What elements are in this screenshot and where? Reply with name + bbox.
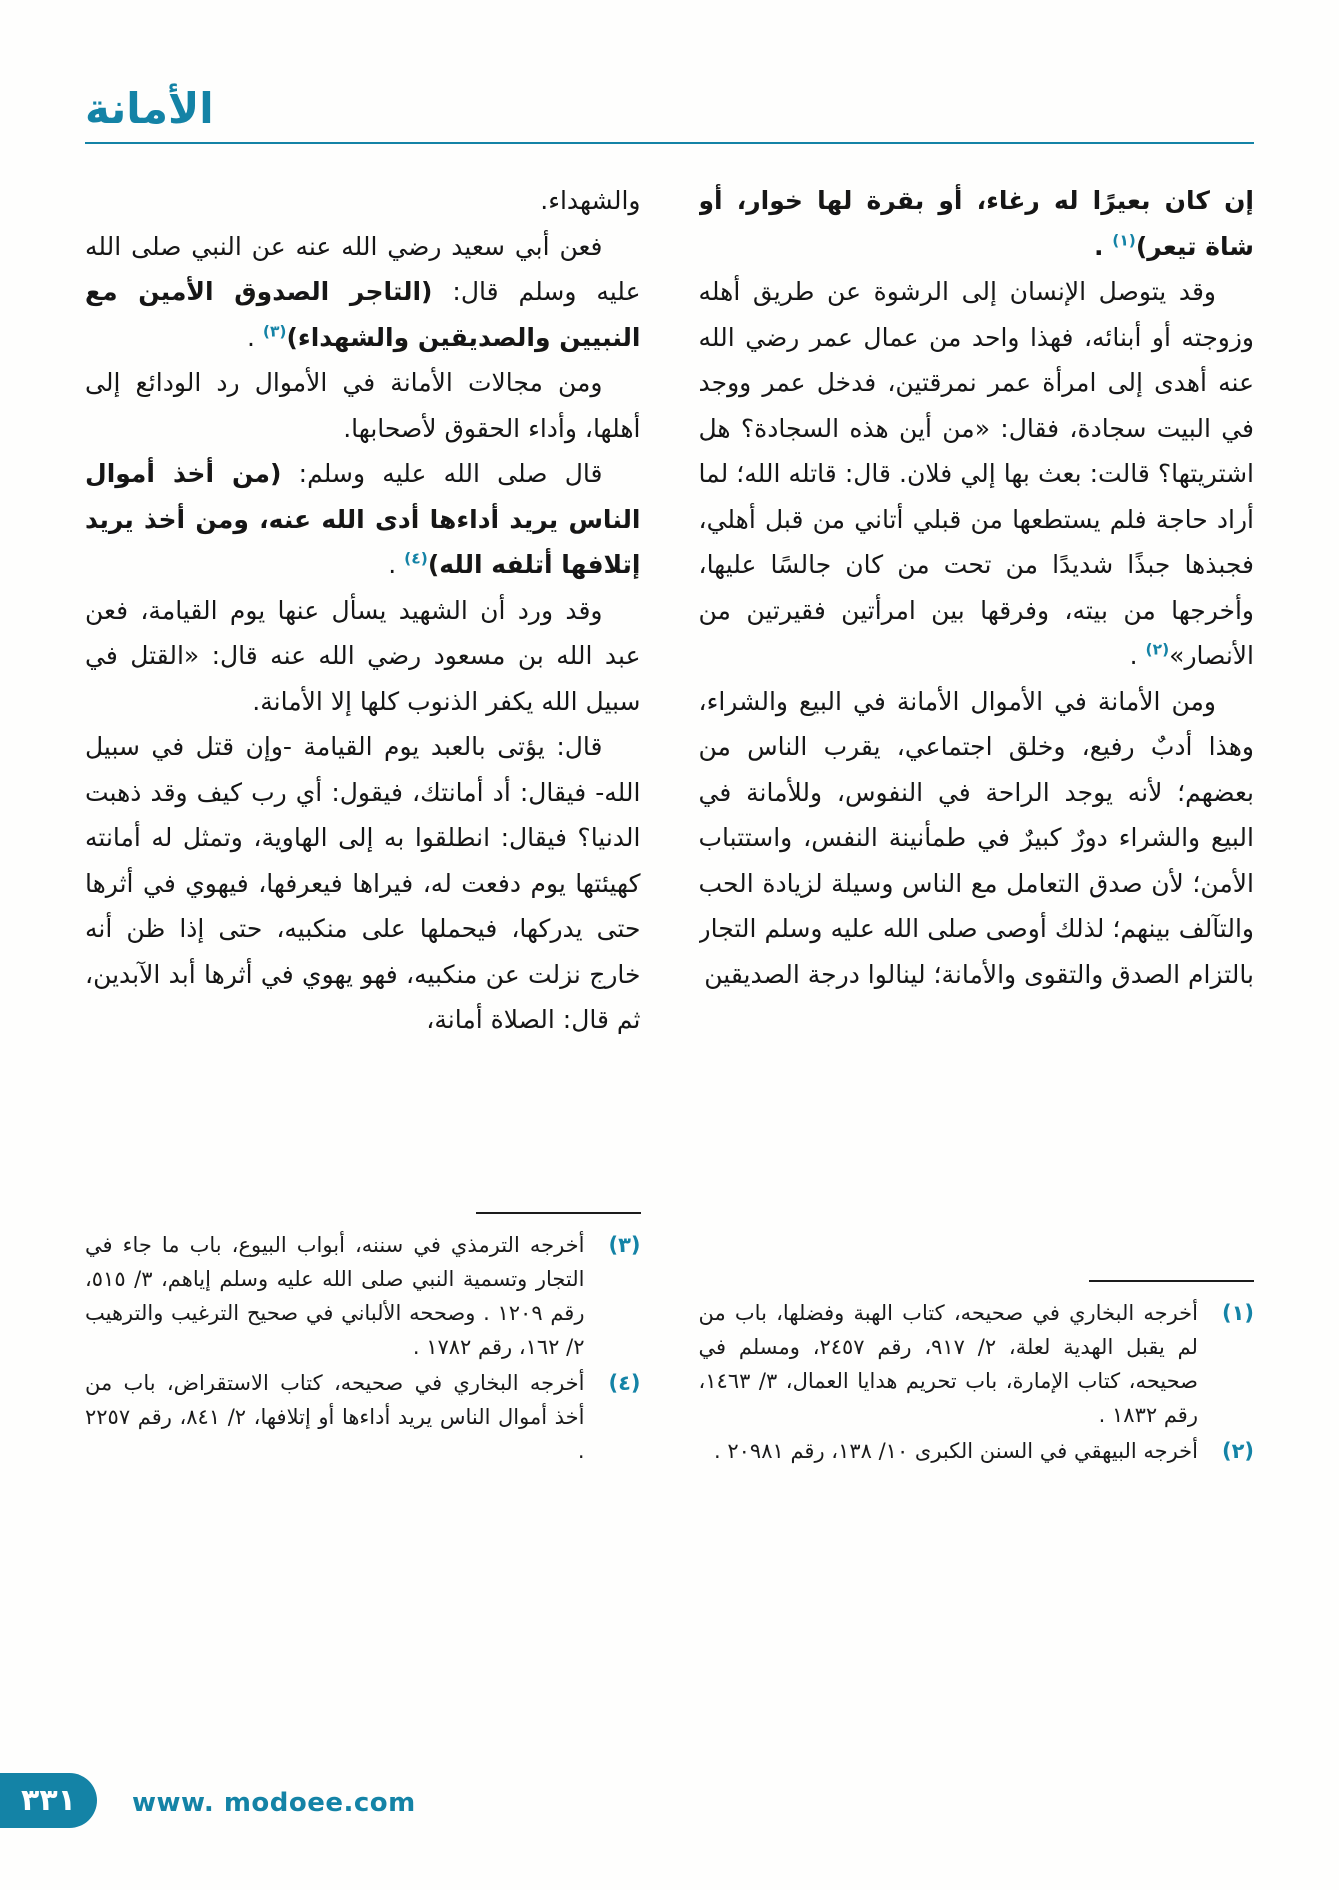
text-segment: . (1094, 231, 1113, 261)
page-header (0, 0, 1339, 144)
footnote-text: أخرجه البيهقي في السنن الكبرى ١٠/ ١٣٨، رقم ٢٠٩٨١ . (714, 1439, 1198, 1464)
paragraph (699, 269, 1255, 679)
footnote-text: أخرجه البخاري في صحيحه، كتاب الاستقراض، باب من أخذ أموال الناس يريد أداءها أو إتلافها، ٢/ ٨٤١، رقم ٢٢٥٧ . (85, 1371, 585, 1464)
footnote-ref: (٤) (404, 549, 428, 568)
chapter-title: الأمانة (85, 84, 214, 133)
right-column-footnotes (699, 1274, 1255, 1470)
text-segment: . (388, 550, 405, 580)
text-segment: . (1129, 641, 1146, 671)
paragraph (85, 451, 641, 588)
paragraph (85, 178, 641, 224)
page-number: ٣٣١ (21, 1783, 76, 1818)
paragraph (85, 224, 641, 361)
footnote-ref: (١) (1112, 231, 1136, 250)
footnote-ref: (٢) (1145, 640, 1170, 659)
left-column-footnotes (85, 1206, 641, 1470)
text-segment: قال: يؤتى بالعبد يوم القيامة -وإن قتل في سبيل الله- فيقال: أد أمانتك، فيقول: أي رب كيف وقد ذهبت الدنيا؟ فيقال: انطلقوا به إلى الهاوية، وتمثل له أمانته كهيئتها يوم دفعت له، فيراها فيعرفها، فيهوي في أثرها حتى يدركها، فيحملها على منكبيه، حتى إذا ظن أنه خارج نزلت عن منكبيه، فهو يهوي في أثرها أبد الآبدين، ثم قال: الصلاة أمانة، (85, 732, 641, 1035)
text-segment: ومن مجالات الأمانة في الأموال رد الودائع إلى أهلها، وأداء الحقوق لأصحابها. (85, 368, 641, 443)
text-segment: فعن أبي سعيد رضي الله عنه عن النبي صلى الله عليه وسلم قال: (85, 231, 641, 307)
paragraph (85, 724, 641, 1043)
footnote-list (699, 1296, 1255, 1468)
text-segment: والشهداء. (540, 186, 641, 216)
text-segment: ومن الأمانة في الأموال الأمانة في البيع والشراء، وهذا أدبٌ رفيع، وخلق اجتماعي، يقرب الناس من بعضهم؛ لأنه يوجد الراحة في النفوس، وللأمانة في البيع والشراء دورٌ كبيرٌ في طمأنينة النفس، واستتباب الأمن؛ لأن صدق التعامل مع الناس وسيلة لزيادة الحب والتآلف بينهم؛ لذلك أوصى صلى الله عليه وسلم التجار بالتزام الصدق والتقوى والأمانة؛ لينالوا درجة الصديقين (698, 686, 1254, 989)
paragraph (85, 360, 641, 451)
footnote-text: أخرجه البخاري في صحيحه، كتاب الهبة وفضلها، باب من لم يقبل الهدية لعلة، ٢/ ٩١٧، رقم ٢٤٥٧، ومسلم في صحيحه، كتاب الإمارة، باب تحريم هدايا العمال، ٣/ ١٤٦٣، رقم ١٨٣٢ . (698, 1301, 1198, 1428)
footnote-text: أخرجه الترمذي في سننه، أبواب البيوع، باب ما جاء في التجار وتسمية النبي صلى الله عليه وسلم إياهم، ٣/ ٥١٥، رقم ١٢٠٩ . وصححه الألباني في صحيح الترغيب والترهيب ٢/ ١٦٢، رقم ١٧٨٢ . (85, 1233, 585, 1360)
footnote-list (85, 1228, 641, 1468)
text-segment: (التاجر الصدوق الأمين مع النبيين والصديقين والشهداء) (85, 277, 641, 352)
text-segment: (من أخذ أموال الناس يريد أداءها أدى الله عنه، ومن أخذ يريد إتلافها أتلفه الله) (85, 459, 641, 580)
footnote-ref: (٣) (262, 322, 287, 341)
text-segment: وقد يتوصل الإنسان إلى الرشوة عن طريق أهله وزوجته أو أبنائه، فهذا واحد من عمال عمر رضي الله عنه أهدى إلى امرأة عمر نمرقتين، فدخل عمر ووجد في البيت سجادة، فقال: «من أين هذه السجادة؟ هل اشتريتها؟ قالت: بعث بها إلي فلان. قال: قاتله الله؛ لما أراد حاجة فلم يستطعها من قبلي أتاني من قبل أهلي، فجبذها جبذًا شديدًا من تحت من كان جالسًا عليها، وأخرجها من بيته، وفرقها بين امرأتين فقيرتين من الأنصار» (698, 277, 1254, 671)
footnote-separator (1089, 1280, 1254, 1282)
footnote (85, 1228, 641, 1364)
page-number-badge (0, 1773, 97, 1828)
right-column-text (699, 178, 1255, 997)
website-url: www. modoee.com (132, 1788, 416, 1818)
footnote (699, 1434, 1255, 1468)
text-segment: وقد ورد أن الشهيد يسأل عنها يوم القيامة، فعن عبد الله بن مسعود رضي الله عنه قال: «القتل في سبيل الله يكفر الذنوب كلها إلا الأمانة. (85, 595, 641, 716)
header-rule (85, 142, 1254, 144)
text-segment: . (246, 322, 263, 352)
text-segment: إن كان بعيرًا له رغاء، أو بقرة لها خوار، أو شاة تيعر) (698, 186, 1254, 261)
page-content (0, 178, 1339, 1470)
paragraph (85, 588, 641, 725)
footnote (85, 1366, 641, 1468)
footnote (699, 1296, 1255, 1432)
left-column (85, 178, 641, 1470)
footnote-marker: (٣) (608, 1233, 641, 1258)
paragraph (699, 178, 1255, 269)
left-column-text (85, 178, 641, 1043)
paragraph (699, 679, 1255, 998)
footnote-marker: (١) (1221, 1301, 1254, 1326)
footnote-marker: (٤) (608, 1371, 641, 1396)
footnote-marker: (٢) (1221, 1439, 1254, 1464)
footnote-separator (476, 1212, 641, 1214)
text-segment: قال صلى الله عليه وسلم: (281, 459, 603, 489)
right-column (699, 178, 1255, 1470)
